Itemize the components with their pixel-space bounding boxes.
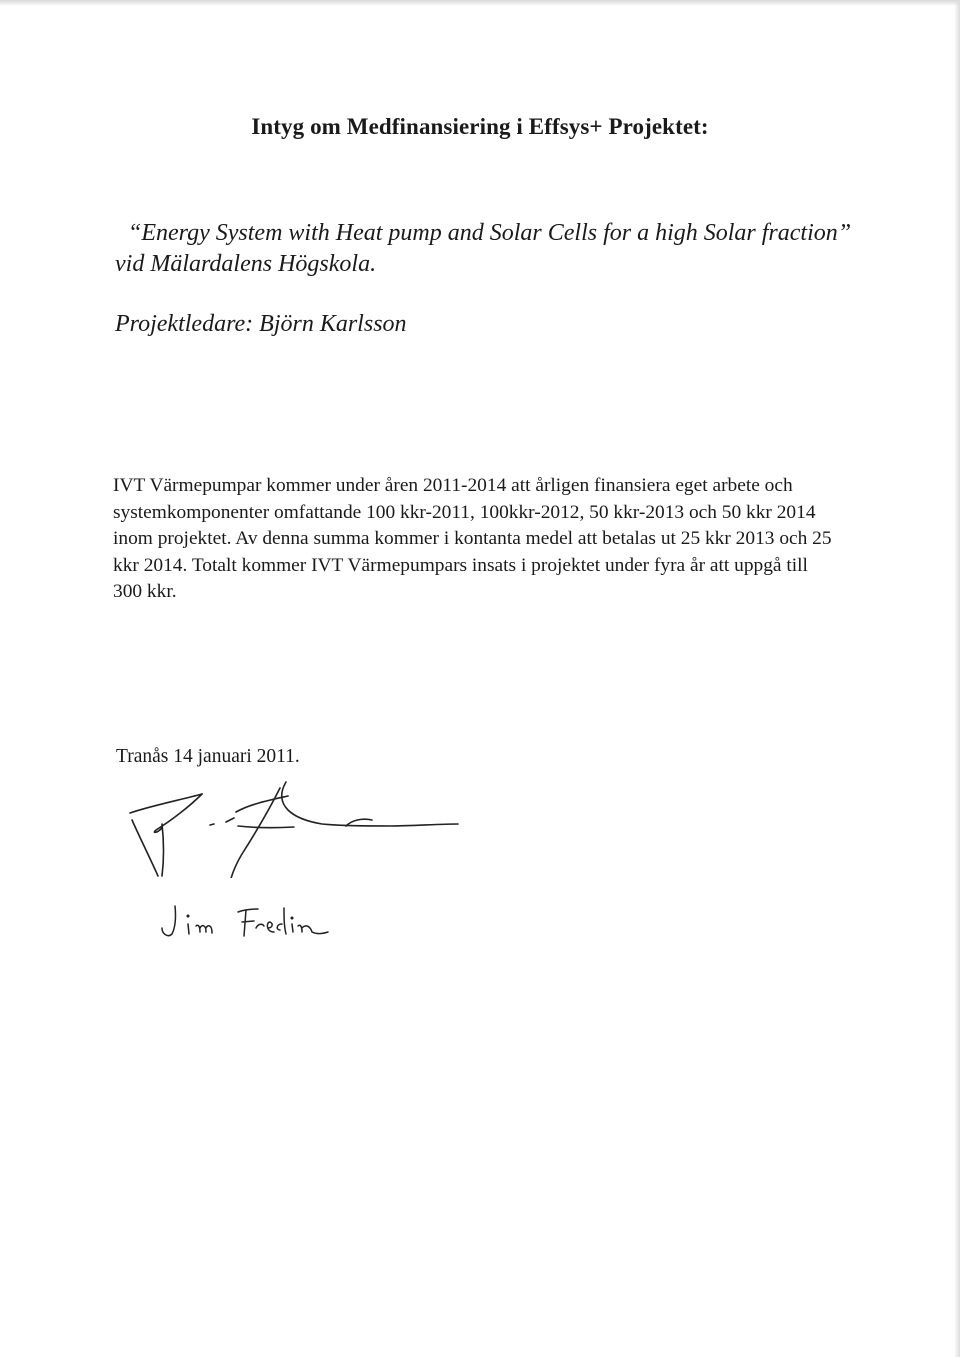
signature: [110, 778, 470, 878]
scan-edge-top: [0, 0, 960, 6]
body-line: inom projektet. Av denna summa kommer i kontanta medel att betalas ut 25 kkr 2013 och 25: [113, 528, 832, 549]
scan-edge-right: [954, 0, 960, 1357]
body-line: 300 kkr.: [113, 581, 177, 602]
project-title-line-1: “Energy System with Heat pump and Solar Cells for a high Solar fraction”: [128, 220, 852, 246]
body-line: kkr 2014. Totalt kommer IVT Värmepumpars insats i projektet under fyra år att uppgå till: [113, 554, 808, 576]
body-line: IVT Värmepumpar kommer under åren 2011-2014 att årligen finansiera eget arbete och: [113, 475, 793, 496]
project-title: [115, 218, 895, 280]
body-line: systemkomponenter omfattande 100 kkr-2011, 100kkr-2012, 50 kkr-2013 och 50 kkr 2014: [113, 501, 816, 523]
place-date: Tranås 14 januari 2011.: [116, 746, 300, 767]
handwritten-name: [160, 902, 340, 944]
body-paragraph: [113, 473, 849, 606]
project-leader: Projektledare: Björn Karlsson: [115, 311, 407, 337]
page-title: Intyg om Medfinansiering i Effsys+ Projektet:: [251, 114, 709, 139]
project-title-line-2: vid Mälardalens Högskola.: [115, 251, 377, 277]
